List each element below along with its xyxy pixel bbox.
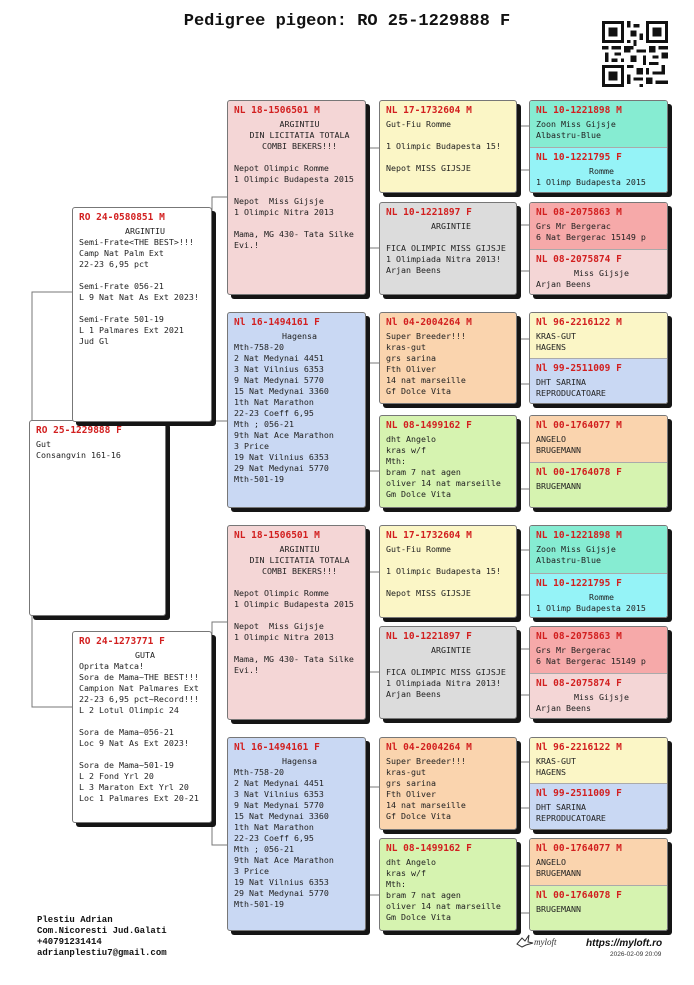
- ring-number: Nl 00-1764078 F: [536, 890, 622, 901]
- grandsire-card: [227, 100, 366, 295]
- ring-number: NL 18-1506501 M: [234, 105, 320, 116]
- pigeon-notes: Grs Mr Bergerac 6 Nat Bergerac 15149 p: [536, 645, 646, 666]
- ancestor-pair-card: [529, 202, 668, 295]
- ring-number: NL 17-1732604 M: [386, 105, 472, 116]
- ring-number: Nl 96-2216122 M: [536, 317, 622, 328]
- dam-card: [72, 631, 212, 823]
- sire-card: [72, 207, 212, 422]
- owner-phone: +40791231414: [37, 937, 102, 947]
- pigeon-notes: BRUGEMANN: [536, 904, 581, 914]
- subject-pigeon-card: [29, 420, 166, 616]
- pigeon-notes: Zoon Miss Gijsje Albastru-Blue: [536, 544, 616, 565]
- pigeon-name: ARGINTIU DIN LICITATIA TOTALA COMBI BEKERS!!!: [249, 544, 350, 576]
- ring-number: NL 18-1506501 M: [234, 530, 320, 541]
- great-grandparent-card: [379, 202, 517, 295]
- print-date: 2026-02-09 20:09: [610, 951, 662, 958]
- owner-contact: [37, 915, 167, 959]
- pigeon-name: Miss Gijsje: [574, 692, 629, 702]
- pigeon-notes: Oprita Matca! Sora de Mama~THE BEST!!! Campion Nat Palmares Ext 22-23 6,95 pct~Record!!! L 2 Lotul Olimpic 24 Sora de Mama~056-21 Loc 9 Nat As Ext 2023! Sora de Mama~501-19 L 2 Fond Yrl 20 L 3 Maraton Ext Yrl 20 Loc 1 Palmares Ext 20-21: [79, 661, 199, 803]
- ring-number: NL 10-1221898 M: [536, 105, 622, 116]
- ring-number: Nl 16-1494161 F: [234, 317, 320, 328]
- ring-number: NL 10-1221898 M: [536, 530, 622, 541]
- pigeon-notes: ANGELO BRUGEMANN: [536, 857, 581, 878]
- ancestor-pair-card: [529, 737, 668, 830]
- great-grandparent-card: [379, 415, 517, 508]
- great-grandparent-card: [379, 100, 517, 193]
- ancestor-pair-card: [529, 100, 668, 193]
- pigeon-name: ARGINTIE: [431, 645, 471, 655]
- pigeon-name: ARGINTIU: [125, 226, 165, 236]
- pigeon-name: Miss Gijsje: [574, 268, 629, 278]
- pigeon-notes: BRUGEMANN: [536, 481, 581, 491]
- pigeon-notes: dht Angelo kras w/f Mth: bram 7 nat agen oliver 14 nat marseille Gm Dolce Vita: [386, 857, 501, 922]
- ancestor-pair-card: [529, 312, 668, 404]
- ring-number: Nl 99-2511009 F: [536, 363, 622, 374]
- great-grandparent-card: [379, 737, 517, 830]
- pigeon-name: Hagensa: [282, 756, 317, 766]
- ring-number: NL 08-2075863 M: [536, 631, 622, 642]
- website-link[interactable]: https://myloft.ro: [586, 938, 663, 949]
- ring-number: NL 08-2075863 M: [536, 207, 622, 218]
- ring-number: Nl 96-2216122 M: [536, 742, 622, 753]
- ring-number: Nl 16-1494161 F: [234, 742, 320, 753]
- pigeon-name: Hagensa: [282, 331, 317, 341]
- ring-number: NL 17-1732604 M: [386, 530, 472, 541]
- pigeon-notes: DHT SARINA REPRODUCATOARE: [536, 377, 606, 398]
- great-grandparent-card: [379, 838, 517, 931]
- pigeon-name: GUTA: [135, 650, 155, 660]
- pigeon-name: ARGINTIE: [431, 221, 471, 231]
- ring-number: NL 08-2075874 F: [536, 678, 622, 689]
- pigeon-notes: Semi-Frate<THE BEST>!!! Camp Nat Palm Ext 22-23 6,95 pct Semi-Frate 056-21 L 9 Nat Nat As Ext 2023! Semi-Frate 501-19 L 1 Palmares Ext 2021 Jud Gl: [79, 237, 199, 346]
- pigeon-notes: Gut-Fiu Romme 1 Olimpic Budapesta 15! Nepot MISS GIJSJE: [386, 119, 501, 173]
- ring-number: Nl 04-2004264 M: [386, 742, 472, 753]
- pigeon-notes: KRAS-GUT HAGENS: [536, 756, 576, 777]
- pigeon-notes: Zoon Miss Gijsje Albastru-Blue: [536, 119, 616, 140]
- granddam-card: [227, 737, 366, 931]
- ring-number: NL 10-1221795 F: [536, 152, 622, 163]
- pigeon-notes: Super Breeder!!! kras-gut grs sarina Fth Oliver 14 nat marseille Gf Dolce Vita: [386, 331, 466, 396]
- pigeon-notes: ANGELO BRUGEMANN: [536, 434, 581, 455]
- pigeon-name: Romme: [589, 166, 614, 176]
- owner-address: Com.Nicoresti Jud.Galati: [37, 926, 167, 936]
- pigeon-logo-icon: [516, 934, 534, 948]
- ring-number: NL 10-1221897 F: [386, 207, 472, 218]
- grandsire-card: [227, 525, 366, 720]
- ring-number: RO 25-1229888 F: [36, 425, 122, 436]
- pigeon-notes: Arjan Beens: [536, 279, 591, 289]
- owner-name: Plestiu Adrian: [37, 915, 113, 925]
- ring-number: NL 08-2075874 F: [536, 254, 622, 265]
- pigeon-notes: Mth-758-20 2 Nat Medynai 4451 3 Nat Vilnius 6353 9 Nat Medynai 5770 15 Nat Medynai 3360 1th Nat Marathon 22-23 Coeff 6,95 Mth ; 056-21 9th Nat Ace Marathon 3 Price 19 Nat Vilnius 6353 29 Nat Medynai 5770 Mth-501-19: [234, 767, 334, 909]
- ancestor-pair-card: [529, 525, 668, 618]
- ancestor-pair-card: [529, 838, 668, 931]
- owner-email: adrianplestiu7@gmail.com: [37, 948, 167, 958]
- page-title: Pedigree pigeon: RO 25-1229888 F: [183, 12, 511, 31]
- granddam-card: [227, 312, 366, 508]
- ring-number: NL 08-1499162 F: [386, 420, 472, 431]
- pigeon-name: ARGINTIU DIN LICITATIA TOTALA COMBI BEKERS!!!: [249, 119, 350, 151]
- ring-number: Nl 04-2004264 M: [386, 317, 472, 328]
- pigeon-notes: Gut Consangvin 161-16: [36, 439, 121, 460]
- pigeon-notes: 1 Olimp Budapesta 2015: [536, 177, 646, 187]
- pigeon-notes: Nepot Olimpic Romme 1 Olimpic Budapesta 2015 Nepot Miss Gijsje 1 Olimpic Nitra 2013 Mama, MG 430- Tata Silke Evi.!: [234, 588, 354, 675]
- ring-number: Nl 99-2511009 F: [536, 788, 622, 799]
- ring-number: NL 10-1221897 F: [386, 631, 472, 642]
- ring-number: Nl 00-1764077 M: [536, 420, 622, 431]
- ring-number: Nl 00-1764078 F: [536, 467, 622, 478]
- pigeon-notes: Gut-Fiu Romme 1 Olimpic Budapesta 15! Nepot MISS GIJSJE: [386, 544, 501, 598]
- pigeon-notes: Grs Mr Bergerac 6 Nat Bergerac 15149 p: [536, 221, 646, 242]
- pigeon-notes: dht Angelo kras w/f Mth: bram 7 nat agen oliver 14 nat marseille Gm Dolce Vita: [386, 434, 501, 499]
- great-grandparent-card: [379, 312, 517, 404]
- pigeon-name: Romme: [589, 592, 614, 602]
- ring-number: NL 08-1499162 F: [386, 843, 472, 854]
- pigeon-notes: KRAS-GUT HAGENS: [536, 331, 576, 352]
- ancestor-pair-card: [529, 626, 668, 719]
- pigeon-notes: FICA OLIMPIC MISS GIJSJE 1 Olimpiada Nitra 2013! Arjan Beens: [386, 667, 506, 699]
- great-grandparent-card: [379, 626, 517, 719]
- ring-number: RO 24-0580851 M: [79, 212, 165, 223]
- ring-number: RO 24-1273771 F: [79, 636, 165, 647]
- pigeon-notes: Mth-758-20 2 Nat Medynai 4451 3 Nat Vilnius 6353 9 Nat Medynai 5770 15 Nat Medynai 3360 1th Nat Marathon 22-23 Coeff 6,95 Mth ; 056-21 9th Nat Ace Marathon 3 Price 19 Nat Vilnius 6353 29 Nat Medynai 5770 Mth-501-19: [234, 342, 334, 484]
- ring-number: Nl 00-1764077 M: [536, 843, 622, 854]
- pigeon-notes: DHT SARINA REPRODUCATOARE: [536, 802, 606, 823]
- pigeon-notes: Arjan Beens: [536, 703, 591, 713]
- pigeon-notes: Super Breeder!!! kras-gut grs sarina Fth Oliver 14 nat marseille Gf Dolce Vita: [386, 756, 466, 821]
- ring-number: NL 10-1221795 F: [536, 578, 622, 589]
- pigeon-notes: 1 Olimp Budapesta 2015: [536, 603, 646, 613]
- ancestor-pair-card: [529, 415, 668, 508]
- great-grandparent-card: [379, 525, 517, 618]
- pigeon-notes: FICA OLIMPIC MISS GIJSJE 1 Olimpiada Nitra 2013! Arjan Beens: [386, 243, 506, 275]
- brand-logo: myloft: [534, 937, 557, 947]
- pigeon-notes: Nepot Olimpic Romme 1 Olimpic Budapesta 2015 Nepot Miss Gijsje 1 Olimpic Nitra 2013 Mama, MG 430- Tata Silke Evi.!: [234, 163, 354, 250]
